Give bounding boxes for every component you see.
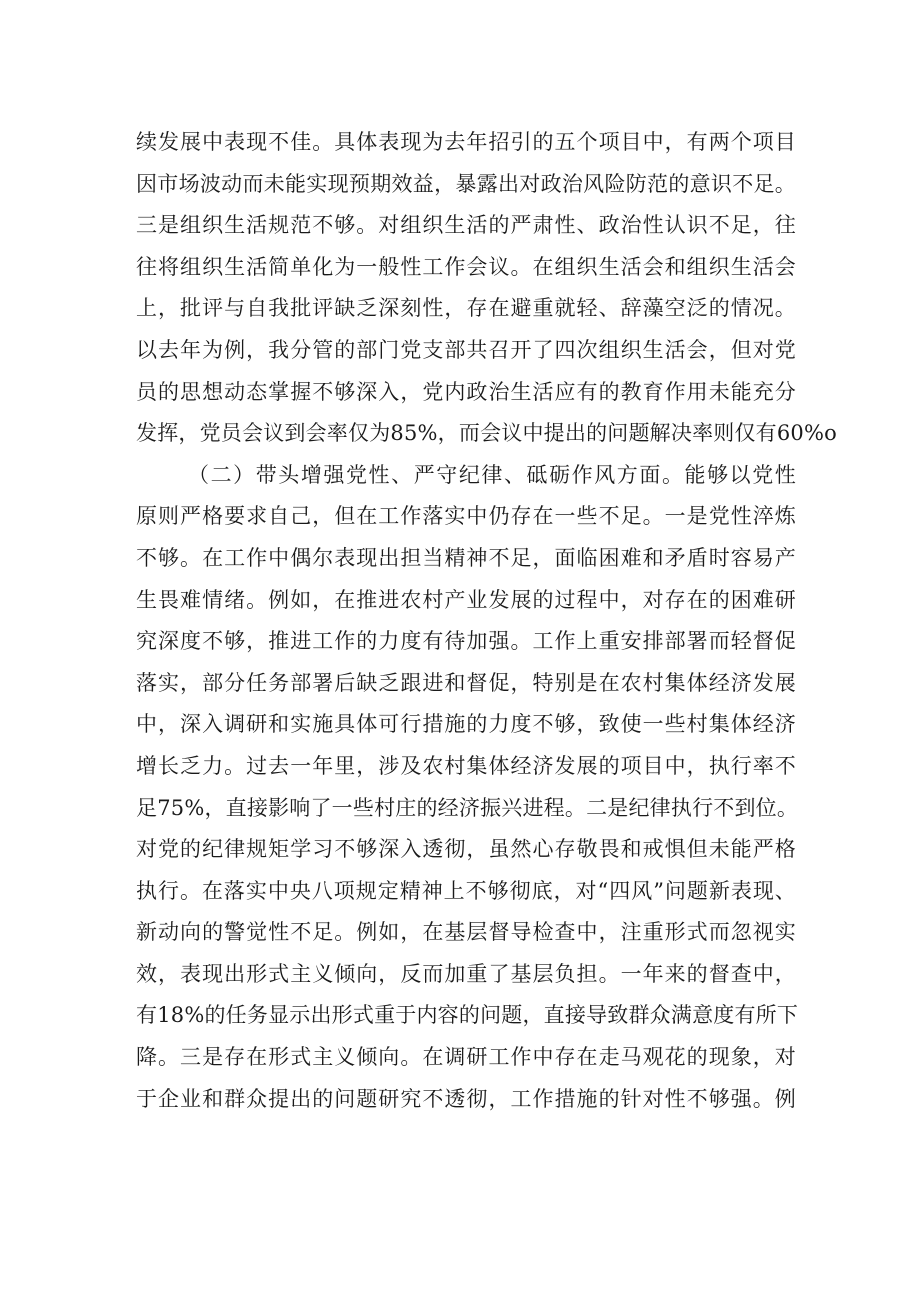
text-line: 不够。在工作中偶尔表现出担当精神不足，面临困难和矛盾时容易产 xyxy=(136,545,796,570)
text-line: 以去年为例，我分管的部门党支部共召开了四次组织生活会，但对党 xyxy=(136,337,796,362)
text-line: 因市场波动而未能实现预期效益，暴露出对政治风险防范的意识不足。 xyxy=(136,171,796,196)
paragraph-2 xyxy=(136,455,799,1121)
text-line: 发挥，党员会议到会率仅为85%，而会议中提出的问题解决率则仅有60%o xyxy=(136,421,837,446)
text-line: 新动向的警觉性不足。例如，在基层督导检查中，注重形式而忽视实 xyxy=(136,920,796,945)
paragraph-1 xyxy=(136,122,837,455)
text-line: 续发展中表现不佳。具体表现为去年招引的五个项目中，有两个项目 xyxy=(136,130,796,154)
document-body xyxy=(136,122,837,1120)
text-line: 生畏难情绪。例如，在推进农村产业发展的过程中，对存在的困难研 xyxy=(136,587,796,612)
text-line: 有18%的任务显示出形式重于内容的问题，直接导致群众满意度有所下 xyxy=(136,1003,799,1028)
text-line: 效，表现出形式主义倾向，反而加重了基层负担。一年来的督查中， xyxy=(136,961,796,986)
text-line: 员的思想动态掌握不够深入，党内政治生活应有的教育作用未能充分 xyxy=(136,379,796,404)
text-line: 于企业和群众提出的问题研究不透彻，工作措施的针对性不够强。例 xyxy=(136,1086,796,1111)
text-line: 原则严格要求自己，但在工作落实中仍存在一些不足。一是党性淬炼 xyxy=(136,504,796,529)
text-line: 上，批评与自我批评缺乏深刻性，存在避重就轻、辞藻空泛的情况。 xyxy=(136,296,796,321)
text-line: 三是组织生活规范不够。对组织生活的严肃性、政治性认识不足，往 xyxy=(136,213,796,238)
text-line: 对党的纪律规矩学习不够深入透彻，虽然心存敬畏和戒惧但未能严格 xyxy=(136,837,796,862)
text-line: 增长乏力。过去一年里，涉及农村集体经济发展的项目中，执行率不 xyxy=(136,753,796,778)
text-line: 往将组织生活简单化为一般性工作会议。在组织生活会和组织生活会 xyxy=(136,254,796,279)
text-line: 足75%，直接影响了一些村庄的经济振兴进程。二是纪律执行不到位。 xyxy=(136,795,799,820)
text-line: 执行。在落实中央八项规定精神上不够彻底，对“四风”问题新表现、 xyxy=(136,878,796,903)
text-line: 中，深入调研和实施具体可行措施的力度不够，致使一些村集体经济 xyxy=(136,712,796,737)
text-line: 究深度不够，推进工作的力度有待加强。工作上重安排部署而轻督促 xyxy=(136,629,796,654)
text-line: 降。三是存在形式主义倾向。在调研工作中存在走马观花的现象，对 xyxy=(136,1045,796,1070)
text-line: （二）带头增强党性、严守纪律、砥砺作风方面。能够以党性 xyxy=(188,462,796,487)
text-line: 落实，部分任务部署后缺乏跟进和督促，特别是在农村集体经济发展 xyxy=(136,670,796,695)
